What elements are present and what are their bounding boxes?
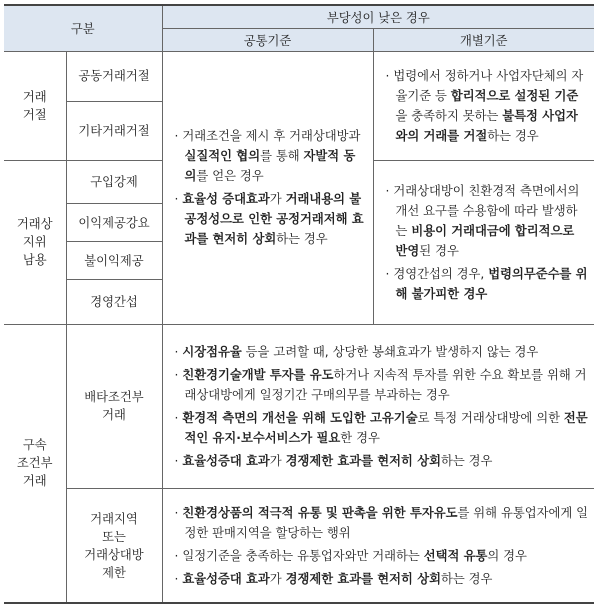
bold-text-segment: 효율성증대 효과 bbox=[182, 571, 270, 586]
text-segment: 하는 경우 bbox=[440, 453, 493, 468]
bold-text-segment: 경쟁제한 효과를 현저히 상회 bbox=[285, 453, 441, 468]
type-other-refusal: 기타거래거절 bbox=[66, 101, 162, 160]
exclusive-dealing-cell bbox=[162, 324, 594, 489]
text-segment: 법령에서 정하거나 사업자단체의 자율기준 등 bbox=[393, 68, 584, 103]
refusal-individual-cell bbox=[373, 51, 594, 160]
bullet-item bbox=[175, 365, 589, 405]
header-individual-criteria: 개별기준 bbox=[373, 28, 594, 51]
category-line: 구속 bbox=[22, 438, 47, 453]
bullet-mark: · bbox=[174, 571, 183, 586]
bullet-mark: · bbox=[174, 129, 183, 144]
bullet-mark: · bbox=[174, 367, 183, 382]
category-restrictive bbox=[4, 324, 66, 603]
abuse-individual-cell bbox=[373, 160, 594, 324]
criteria-table bbox=[4, 4, 594, 604]
category-line: 지위 bbox=[22, 235, 47, 250]
text-segment: 등을 고려할 때, 상당한 봉쇄효과가 발생하지 않는 경우 bbox=[241, 344, 539, 359]
common-criteria-text bbox=[175, 126, 367, 249]
type-management-interference: 경영간섭 bbox=[66, 280, 162, 324]
type-joint-refusal: 공동거래거절 bbox=[66, 51, 162, 101]
text-segment: 하거나 지속적 투자를 위한 수요 확보를 위해 거래상대방에게 일정기간 구매의무를 부과하는 경우 bbox=[184, 367, 587, 402]
text-segment: 거래조건을 제시 후 거래상대방과 bbox=[182, 129, 361, 144]
bold-text-segment: 시장점유율 bbox=[182, 344, 242, 359]
bold-text-segment: 법령의무준수를 위해 불가피한 경우 bbox=[395, 266, 588, 301]
bullet-mark: · bbox=[174, 505, 183, 520]
bullet-mark: · bbox=[174, 548, 183, 563]
bold-text-segment: 친환경상품의 적극적 유통 및 판촉을 위한 투자유도 bbox=[182, 505, 458, 520]
bullet-item bbox=[175, 451, 589, 471]
bullet-mark: · bbox=[174, 192, 183, 207]
bullet-mark: · bbox=[174, 410, 183, 425]
type-territory-restriction bbox=[66, 489, 162, 603]
exclusive-dealing-text bbox=[175, 342, 589, 471]
type-line: 제한 bbox=[102, 565, 126, 580]
bullet-mark: · bbox=[174, 344, 183, 359]
text-segment: 가 bbox=[269, 453, 286, 468]
bold-text-segment: 전문적인 유지·보수서비스가 필요 bbox=[184, 410, 588, 445]
territory-restriction-cell bbox=[162, 489, 594, 603]
text-segment: 로 특정 거래상대방에 의한 bbox=[417, 410, 564, 425]
bold-text-segment: 경쟁제한 효과를 현저히 상회 bbox=[285, 571, 441, 586]
text-segment: 하는 경우 bbox=[487, 128, 539, 143]
bold-text-segment: 효율성증대 효과 bbox=[182, 453, 270, 468]
bullet-mark: · bbox=[385, 183, 394, 198]
row-exclusive-dealing bbox=[4, 324, 594, 489]
type-line: 거래상대방 bbox=[84, 547, 144, 562]
category-line: 거래상 bbox=[16, 217, 53, 232]
bold-text-segment: 거래내용의 불공정성으로 인한 공정거래저해 효과를 현저히 상회 bbox=[184, 192, 364, 247]
text-segment: 일정기준을 충족하는 유통업자와만 거래하는 bbox=[182, 548, 424, 563]
type-benefit-coercion: 이익제공강요 bbox=[66, 204, 162, 242]
bullet-item bbox=[175, 503, 589, 543]
category-line: 거절 bbox=[22, 107, 47, 122]
bold-text-segment: 합리적으로 설정된 기준 bbox=[450, 88, 579, 103]
bullet-item bbox=[175, 569, 589, 589]
text-segment: 가 bbox=[269, 192, 286, 207]
bullet-item bbox=[175, 189, 367, 249]
category-line: 거래 bbox=[22, 474, 47, 489]
type-exclusive-dealing bbox=[66, 324, 162, 489]
text-segment: 를 통해 bbox=[260, 149, 304, 164]
category-refusal bbox=[4, 51, 66, 160]
type-line: 거래 bbox=[102, 408, 126, 423]
category-abuse bbox=[4, 160, 66, 324]
bullet-item bbox=[386, 66, 589, 146]
type-disadvantage: 불이익제공 bbox=[66, 242, 162, 280]
type-forced-purchase: 구입강제 bbox=[66, 160, 162, 203]
text-segment: 한 경우 bbox=[340, 430, 380, 445]
row-territory-restriction bbox=[4, 489, 594, 603]
bullet-item bbox=[175, 126, 367, 186]
bold-text-segment: 비용이 거래대금에 합리적으로 반영 bbox=[395, 223, 575, 258]
category-line: 거래 bbox=[22, 89, 47, 104]
header-common-criteria: 공통기준 bbox=[162, 28, 373, 51]
bold-text-segment: 친환경기술개발 투자를 유도 bbox=[182, 367, 334, 382]
bold-text-segment: 환경적 측면의 개선을 위해 도입한 고유기술 bbox=[182, 410, 418, 425]
header-row-top bbox=[4, 5, 594, 28]
text-segment: 된 경우 bbox=[419, 243, 459, 258]
common-criteria-cell bbox=[162, 51, 373, 324]
text-segment: 하는 경우 bbox=[276, 232, 328, 247]
header-gubun: 구분 bbox=[4, 5, 162, 51]
refusal-individual-text bbox=[386, 66, 589, 146]
text-segment: 하는 경우 bbox=[440, 571, 493, 586]
text-segment: 경영간섭의 경우, bbox=[393, 266, 489, 281]
header-low-unfairness: 부당성이 낮은 경우 bbox=[162, 5, 594, 28]
text-segment: 가 bbox=[269, 571, 286, 586]
bold-text-segment: 불특정 사업자와의 거래를 거절 bbox=[395, 108, 578, 143]
bullet-mark: · bbox=[174, 453, 183, 468]
bold-text-segment: 선택적 유통 bbox=[423, 548, 488, 563]
bullet-mark: · bbox=[385, 266, 394, 281]
bullet-item bbox=[175, 408, 589, 448]
category-line: 남용 bbox=[22, 253, 47, 268]
text-segment: 를 위해 유통업자에게 일정한 판매지역을 할당하는 행위 bbox=[184, 505, 589, 540]
bullet-item bbox=[175, 546, 589, 566]
text-segment: 의 경우 bbox=[487, 548, 527, 563]
row-joint-refusal bbox=[4, 51, 594, 101]
bold-text-segment: 실질적인 협의 bbox=[184, 149, 261, 164]
bold-text-segment: 자발적 동의 bbox=[184, 149, 356, 184]
text-segment: 을 충족하지 못하는 bbox=[395, 108, 503, 123]
bullet-mark: · bbox=[385, 68, 394, 83]
type-line: 배타조건부 bbox=[84, 390, 144, 405]
bold-text-segment: 효율성 증대효과 bbox=[182, 192, 270, 207]
category-line: 조건부 bbox=[16, 456, 53, 471]
bullet-item bbox=[386, 181, 589, 261]
abuse-individual-text bbox=[386, 181, 589, 304]
type-line: 또는 bbox=[102, 529, 126, 544]
bullet-item bbox=[386, 264, 589, 304]
text-segment: 를 얻은 경우 bbox=[196, 169, 264, 184]
territory-restriction-text bbox=[175, 503, 589, 589]
text-segment: 거래상대방이 친환경적 측면에서의 개선 요구를 수용함에 따라 발생하는 bbox=[393, 183, 580, 238]
bullet-item bbox=[175, 342, 589, 362]
type-line: 거래지역 bbox=[90, 511, 138, 526]
